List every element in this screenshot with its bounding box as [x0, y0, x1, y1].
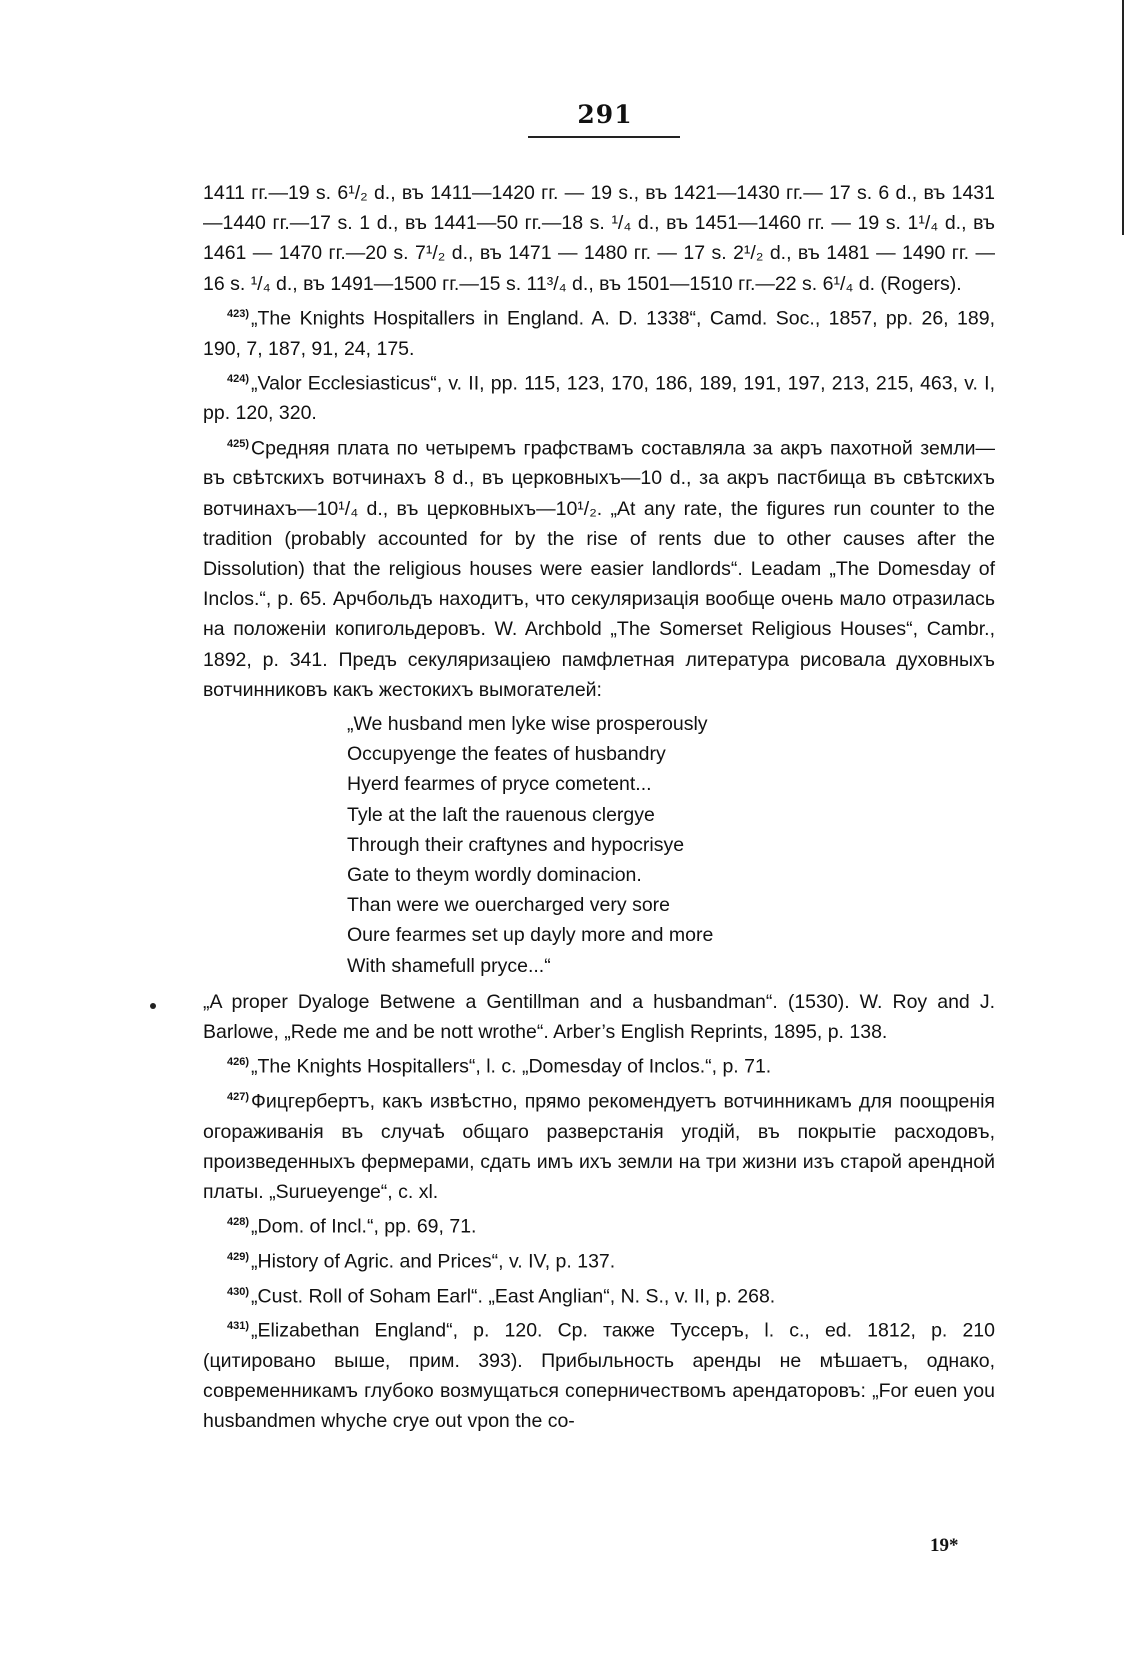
footnote-number: 427) [227, 1090, 250, 1103]
footnote-text: „Dom. of Incl.“, pp. 69, 71. [251, 1215, 477, 1238]
footnote-429 [203, 1242, 995, 1277]
footnote-number: 428) [227, 1216, 250, 1229]
poem-line: Hyerd fearmes of pryce cometent... [347, 773, 652, 796]
footnote-425 [203, 429, 995, 705]
poem-line: Occupyenge the feates of husbandry [347, 743, 666, 766]
poem-line: Through their craftynes and hypocrisye [347, 833, 685, 856]
footnote-number: 430) [227, 1285, 250, 1298]
signature-mark: 19* [930, 1535, 959, 1556]
footnote-426 [203, 1047, 995, 1082]
footnote-text: Средняя плата по четыремъ графствамъ составляла за акръ пахотной земли—въ свѣтскихъ вотчинахъ 8 d., въ церковныхъ—10 d., за акръ пастбища въ свѣтскихъ вотчинахъ—10¹/₄ d., въ церковныхъ—10¹/₂. „At any rate, the figures run counter to the tradition (probably accounted for by the rise of rents due to other causes after the Dissolution) that the religious houses were easier landlords“. Leadam „The Domesday of Inclos.“, p. 65. Арчбольдъ находитъ, что секуляризація вообще очень мало отразилась на положеніи копигольдеровъ. W. Archbold „The Somerset Religious Houses“, Cambr., 1892, p. 341. Предъ секуляризаціею памфлетная литература рисовала духовныхъ вотчинниковъ какъ жестокихъ вымогателей: [203, 437, 995, 701]
margin-dot [150, 1003, 156, 1009]
footnote-430 [203, 1277, 995, 1312]
footnote-text: „History of Agric. and Prices“, v. IV, p. 137. [251, 1250, 616, 1273]
poem-line: Tyle at the laſt the rauenous clergye [347, 803, 655, 826]
footnote-text: „Cust. Roll of Soham Earl“. „East Anglian“, N. S., v. II, p. 268. [251, 1285, 776, 1308]
footnote-text: „The Knights Hospitallers“, l. c. „Domesday of Inclos.“, p. 71. [251, 1055, 772, 1078]
footnote-number: 424) [227, 372, 250, 385]
poem-line: „We husband men lyke wise prosperously [347, 712, 708, 735]
footnote-number: 423) [227, 307, 250, 320]
footnote-text: „Valor Ecclesiasticus“, v. II, pp. 115, 123, 170, 186, 189, 191, 197, 213, 215, 463, v. I, pp. 120, 320. [203, 372, 995, 425]
footnote-431 [203, 1311, 995, 1436]
footnote-428 [203, 1207, 995, 1242]
footnote-427 [203, 1082, 995, 1207]
poem-line: Gate to theym wordly dominacion. [347, 863, 642, 886]
intro-paragraph: 1411 гг.—19 s. 6¹/₂ d., въ 1411—1420 гг. — 19 s., въ 1421—1430 гг.— 17 s. 6 d., въ 1431—1440 гг.—17 s. 1 d., въ 1441—50 гг.—18 s. ¹/₄ d., въ 1451—1460 гг. — 19 s. 1¹/₄ d., въ 1461 — 1470 гг.—20 s. 7¹/₂ d., въ 1471 — 1480 гг. — 17 s. 2¹/₂ d., въ 1481 — 1490 гг. — 16 s. ¹/₄ d., въ 1491—1500 гг.—15 s. 11³/₄ d., въ 1501—1510 гг.—22 s. 6¹/₄ d. (Rogers). [203, 182, 995, 295]
footnote-number: 429) [227, 1250, 250, 1263]
poem-line: Than were we ouercharged very sore [347, 894, 670, 917]
poem-source: „A proper Dyaloge Betwene a Gentillman and a husbandman“. (1530). W. Roy and J. Barlowe, „Rede me and be nott wrothe“. Arber’s English Reprints, 1895, p. 138. [203, 990, 995, 1043]
footnote-number: 425) [227, 437, 250, 450]
poem-quote [347, 709, 995, 981]
footnote-text-block [203, 178, 995, 1437]
poem-line: Oure fearmes set up dayly more and more [347, 924, 714, 947]
footnote-424 [203, 364, 995, 429]
footnote-number: 426) [227, 1056, 250, 1069]
footnote-423 [203, 299, 995, 364]
page-number: 291 [577, 100, 633, 129]
page-edge-line [1122, 0, 1124, 235]
footnote-text: „The Knights Hospitallers in England. A. D. 1338“, Camd. Soc., 1857, pp. 26, 189, 190, 7, 187, 91, 24, 175. [203, 307, 995, 360]
footnote-number: 431) [227, 1320, 250, 1333]
poem-line: With shamefull pryce...“ [347, 954, 551, 977]
footnote-text: Фицгербертъ, какъ извѣстно, прямо рекомендуетъ вотчинникамъ для поощренія огораживанія въ случаѣ общаго разверстанія угодій, въ покрытіе расходовъ, произведенныхъ фермерами, сдать имъ ихъ земли на три жизни изъ старой арендной платы. „Surueyenge“, c. xl. [203, 1090, 995, 1203]
page-number-rule [528, 136, 680, 138]
footnote-text: „Elizabethan England“, p. 120. Ср. также Туссеръ, l. c., ed. 1812, p. 210 (цитировано выше, прим. 393). Прибыльность аренды не мѣшаетъ, однако, современникамъ глубоко возмущаться соперничествомъ арендаторовъ: „For euen you husbandmen whyche crye out vpon the co- [203, 1319, 995, 1433]
